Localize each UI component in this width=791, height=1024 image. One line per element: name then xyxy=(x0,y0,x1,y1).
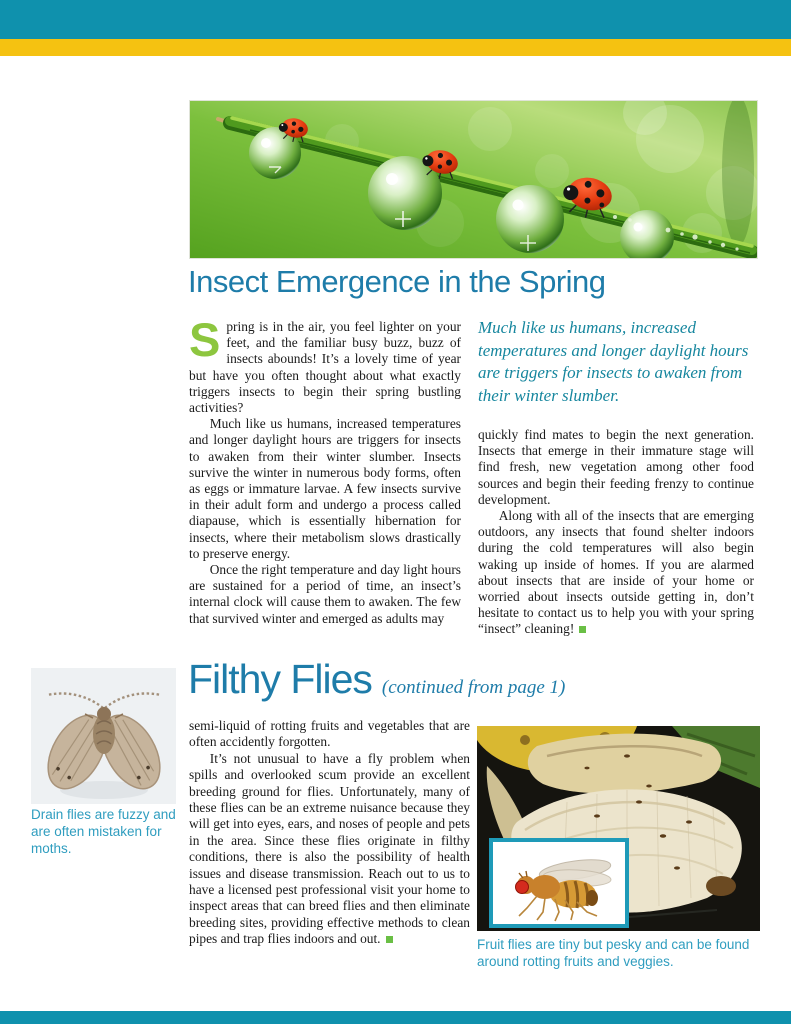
continuation-note: (continued from page 1) xyxy=(381,677,566,698)
paragraph-text: pring is in the air, you feel lighter on your feet, and the familiar busy buzz, buzz of insects abounds! It’s a lovely time of year but have you often thought about what exactly triggers insects to begin their spring bustling activities? xyxy=(189,319,461,416)
top-yellow-bar xyxy=(0,39,791,56)
fruit-fly-inset-image xyxy=(489,838,629,928)
paragraph: quickly find mates to begin the next generation. Insects that emerge in their immature stage will find fresh, new vegetation among other food sources and begin their feeding frenzy to continue development. xyxy=(478,427,754,507)
paragraph: Much like us humans, increased temperatures and longer daylight hours are triggers for insects to awaken from their winter slumber. Insects survive the winter in numerous body forms, often as eggs or immature larvae. A few insects survive in their adult form and undergo a process called diapause, which is essentially hibernation for insects, where their metabolism slows drastically to preserve energy. xyxy=(189,416,461,561)
spring-column-right xyxy=(478,427,754,638)
hero-ladybugs-image xyxy=(189,100,758,259)
paragraph xyxy=(478,508,754,638)
bottom-teal-bar xyxy=(0,1011,791,1024)
paragraph-text: It’s not unusual to have a fly problem when spills and overlooked scum provide an excellent breeding ground for flies. Unfortunately, many of these flies can be an extreme nuisance because they will get into eyes, ears, and noses of people and pets in the area. Since these flies originate in filthy conditions, there is also the possibility of health issues and disease transmission. Reach out to us to have a licensed pest professional visit your home to inspect areas that can breed flies and then eliminate breeding sites, providing effective methods to clean pipes and trap flies indoors and out. xyxy=(189,750,470,947)
paragraph xyxy=(189,313,461,416)
article-header-flies xyxy=(188,656,748,703)
drop-cap: S xyxy=(189,313,221,366)
drain-fly-image xyxy=(31,668,176,804)
end-of-article-marker xyxy=(386,936,393,943)
article-title-flies: Filthy Flies xyxy=(188,656,372,702)
article-title-spring: Insect Emergence in the Spring xyxy=(188,264,606,299)
paragraph: semi-liquid of rotting fruits and vegetables that are often accidently forgotten. xyxy=(189,718,470,750)
paragraph: Once the right temperature and day light hours are sustained for a period of time, an insect’s internal clock will cause them to awaken. The few that survived winter and emerged as adults may xyxy=(189,562,461,626)
spring-column-left xyxy=(189,313,461,627)
fruit-fly-caption: Fruit flies are tiny but pesky and can be found around rotting fruits and veggies. xyxy=(477,937,750,969)
paragraph xyxy=(189,751,470,948)
top-teal-bar xyxy=(0,0,791,39)
end-of-article-marker xyxy=(579,626,586,633)
drain-fly-caption: Drain flies are fuzzy and are often mistaken for moths. xyxy=(31,807,176,856)
flies-column xyxy=(189,718,470,948)
paragraph-text: Along with all of the insects that are emerging outdoors, any insects that found shelter indoors during the cold temperatures will also begin waking up inside of homes. If you are alarmed about insects that are inside of your home or worried about insects outside getting in, don’t hesitate to contact us to help you with your spring “insect” cleaning! xyxy=(478,508,754,637)
banana-fruit-flies-image xyxy=(477,726,760,931)
pull-quote: Much like us humans, increased temperatures and longer daylight hours are triggers for insects to awaken from their winter slumber. xyxy=(478,318,749,405)
